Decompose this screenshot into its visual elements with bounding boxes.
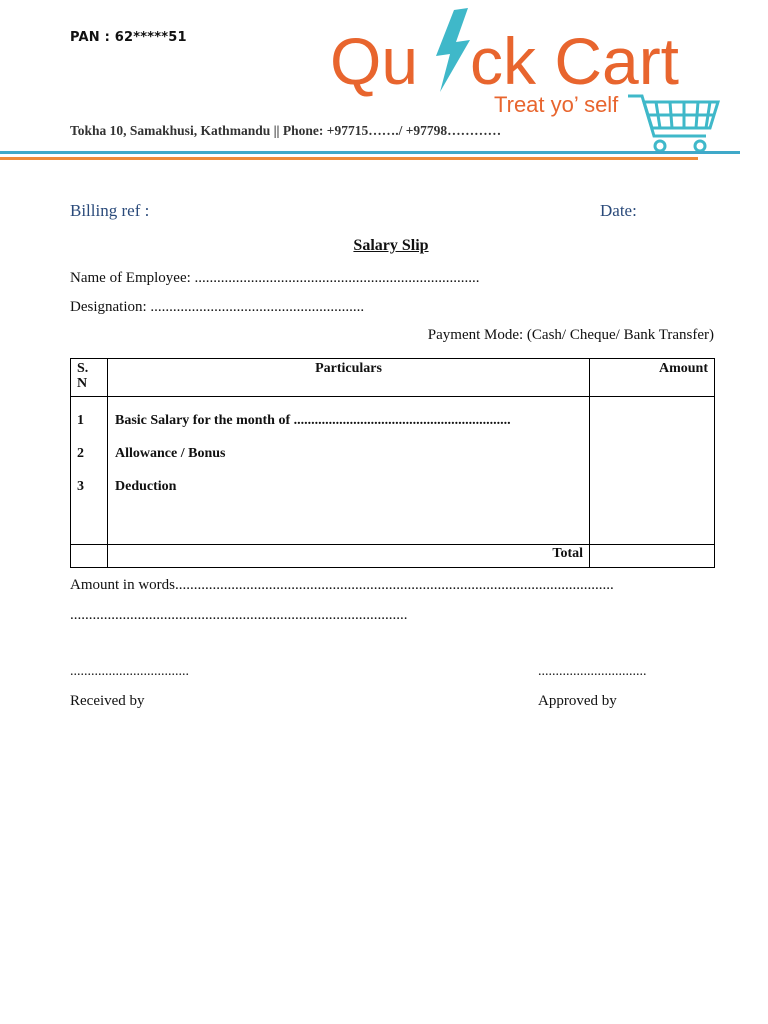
table-row bbox=[71, 397, 715, 545]
pan-number: PAN : 62*****51 bbox=[70, 30, 187, 45]
employee-name-field: Name of Employee: ............................................................................ bbox=[70, 270, 480, 286]
shopping-cart-icon bbox=[628, 96, 718, 151]
salary-table bbox=[70, 358, 715, 568]
total-row bbox=[71, 545, 715, 568]
logo-text-ck-cart: ck Cart bbox=[470, 24, 680, 98]
row-particular: Allowance / Bonus bbox=[115, 446, 226, 461]
row-particular: Basic Salary for the month of .............................................................. bbox=[115, 413, 511, 428]
company-address: Tokha 10, Samakhusi, Kathmandu || Phone: +97715……./ +97798………… bbox=[70, 123, 502, 138]
logo-tagline: Treat yo’ self bbox=[494, 92, 619, 117]
total-amount-cell bbox=[590, 545, 715, 568]
row-sn: 3 bbox=[77, 479, 84, 494]
approved-by-label: Approved by bbox=[538, 693, 617, 709]
header-rule-orange bbox=[0, 157, 698, 160]
payment-mode-label: Payment Mode: (Cash/ Cheque/ Bank Transfer) bbox=[427, 327, 714, 343]
amount-in-words-line-2: .......................................................................................... bbox=[70, 607, 408, 623]
amount-in-words-line: Amount in words..................................................................................................................... bbox=[70, 577, 614, 593]
received-signature-line: .................................. bbox=[70, 664, 189, 679]
total-sn-cell bbox=[71, 545, 108, 568]
designation-field: Designation: ......................................................... bbox=[70, 299, 365, 315]
header-rule-blue bbox=[0, 151, 740, 154]
header-amount: Amount bbox=[590, 359, 715, 397]
table-header-row bbox=[71, 359, 715, 397]
row-sn: 2 bbox=[77, 446, 84, 461]
particulars-cell bbox=[108, 397, 590, 545]
logo-text-qu: Qu bbox=[330, 24, 419, 98]
billing-ref-label: Billing ref : bbox=[70, 201, 150, 220]
received-by-label: Received by bbox=[70, 693, 145, 709]
lightning-bolt-icon bbox=[436, 8, 470, 92]
date-label: Date: bbox=[600, 201, 637, 220]
row-particular: Deduction bbox=[115, 479, 177, 494]
document-title: Salary Slip bbox=[353, 237, 429, 254]
total-label: Total bbox=[108, 545, 590, 568]
sn-cell bbox=[71, 397, 108, 545]
row-sn: 1 bbox=[77, 413, 84, 428]
amount-cell bbox=[590, 397, 715, 545]
approved-signature-line: ............................... bbox=[538, 664, 647, 679]
header-sn: S. N bbox=[71, 359, 108, 397]
header-particulars: Particulars bbox=[108, 359, 590, 397]
